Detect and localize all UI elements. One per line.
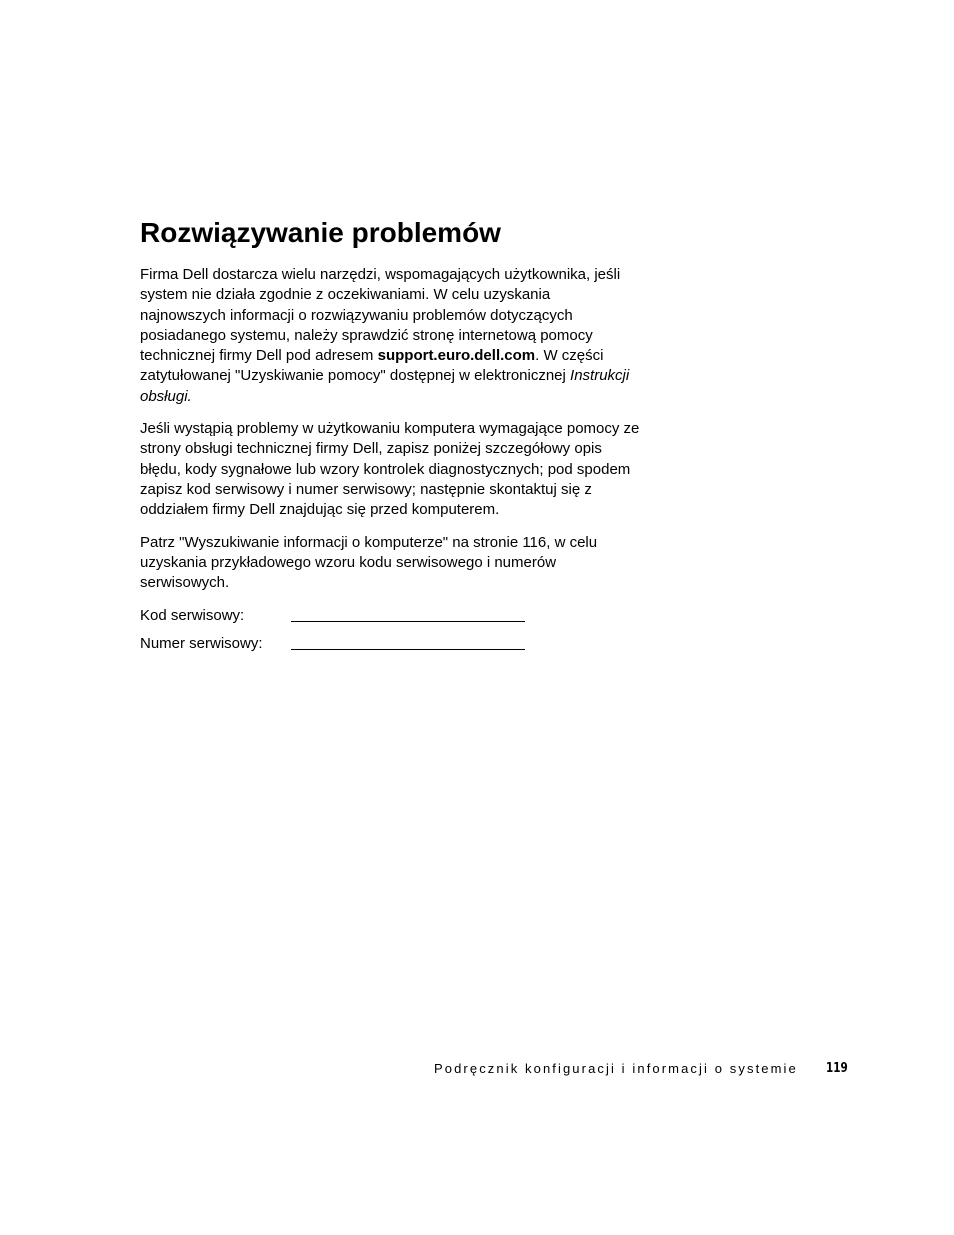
page-title: Rozwiązywanie problemów	[140, 217, 501, 248]
service-tag-row	[140, 605, 640, 633]
support-url: support.euro.dell.com	[377, 347, 536, 365]
footer-title: Podręcznik konfiguracji i informacji o systemie	[434, 1061, 798, 1076]
intro-text-continued: . W części zatytułowanej "Uzyskiwanie pomocy" dostępnej w elektronicznej	[140, 347, 604, 385]
reference-paragraph: Patrz "Wyszukiwanie informacji o komputerze" na stronie 116, w celu uzyskania przykładowego wzoru kodu serwisowego i numerów serwisowych.	[140, 533, 598, 592]
contact-paragraph: Jeśli wystąpią problemy w użytkowaniu komputera wymagające pomocy ze strony obsługi technicznej firmy Dell, zapisz poniżej szczegółowy opis błędu, kody sygnałowe lub wzory kontrolek diagnostycznych; pod spodem zapisz kod serwisowy i numer serwisowy; następnie skontaktuj się z oddziałem firmy Dell znajdując się przed komputerem.	[140, 420, 640, 519]
intro-text: Firma Dell dostarcza wielu narzędzi, wspomagających użytkownika, jeśli system nie działa zgodnie z oczekiwaniami. W celu uzyskania najnowszych informacji o rozwiązywaniu problemów dotyczących posiadanego systemu, należy sprawdzić stronę internetową pomocy technicznej firmy Dell pod adresem	[140, 266, 621, 365]
service-code-blank-line	[291, 635, 525, 650]
page-number: 119	[825, 1061, 848, 1076]
page-footer	[434, 1061, 848, 1076]
service-tag-label: Kod serwisowy:	[140, 607, 245, 625]
service-code-row	[140, 633, 640, 661]
service-tag-blank-line	[291, 607, 525, 622]
intro-paragraph	[140, 265, 640, 407]
service-fields	[140, 605, 640, 661]
manual-title: Instrukcji obsługi.	[140, 367, 630, 405]
main-content	[140, 213, 640, 661]
service-code-label: Numer serwisowy:	[140, 635, 263, 653]
